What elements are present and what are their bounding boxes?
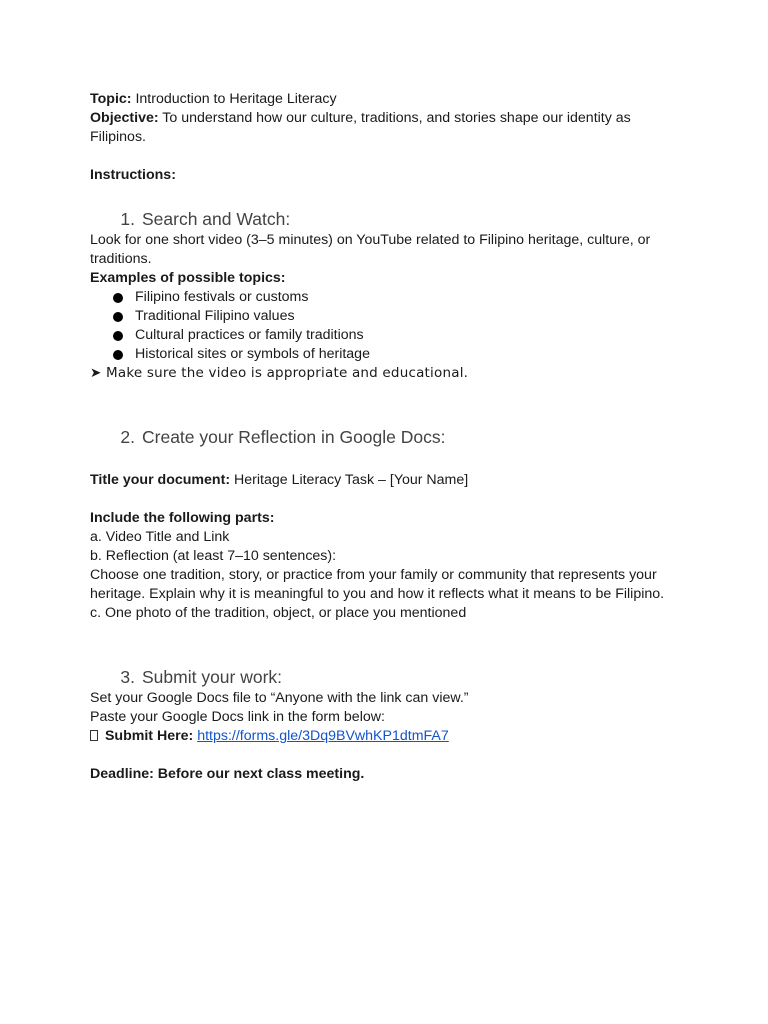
section2-number: 2. (120, 427, 135, 447)
title-document-label: Title your document: (90, 472, 231, 488)
bullet-icon (113, 312, 123, 322)
section3-title: Submit your work: (142, 667, 283, 687)
title-document-line (90, 471, 680, 490)
include-label: Include the following parts: (90, 510, 275, 526)
spacer (90, 623, 680, 665)
document-body (90, 90, 680, 784)
part-a: a. Video Title and Link (90, 529, 230, 545)
list-item (90, 288, 680, 307)
section3-number: 3. (120, 667, 135, 687)
appropriate-note: ➤ Make sure the video is appropriate and educational. (90, 365, 469, 381)
examples-label: Examples of possible topics: (90, 270, 286, 286)
list-item (90, 326, 680, 345)
objective-label: Objective: (90, 110, 159, 126)
topic-value: Introduction to Heritage Literacy (135, 91, 337, 107)
instructions-label: Instructions: (90, 167, 176, 183)
topic-line (90, 90, 680, 109)
submit-form-link[interactable]: https://forms.gle/3Dq9BVwhKP1dtmFA7 (197, 728, 449, 744)
section1-title: Search and Watch: (142, 209, 291, 229)
topic-label: Topic: (90, 91, 132, 107)
title-document-value: Heritage Literacy Task – [Your Name] (234, 472, 469, 488)
spacer (90, 185, 680, 207)
submit-label: Submit Here: (104, 728, 194, 744)
section1-body: Look for one short video (3–5 minutes) on YouTube related to Filipino heritage, culture, or traditions. (90, 232, 651, 267)
examples-list (90, 288, 680, 364)
part-b-description: Choose one tradition, story, or practice from your family or community that represents your heritage. Explain why it is meaningful to you and how it reflects what it means to be Filipino. (90, 567, 665, 602)
list-item-text: Historical sites or symbols of heritage (135, 346, 370, 362)
objective-line (90, 109, 680, 147)
spacer (90, 383, 680, 425)
part-c: c. One photo of the tradition, object, or place you mentioned (90, 605, 467, 621)
objective-value: To understand how our culture, traditions, and stories shape our identity as Filipinos. (90, 110, 631, 145)
list-item-text: Traditional Filipino values (135, 308, 295, 324)
bullet-icon (113, 350, 123, 360)
section1-number: 1. (120, 209, 135, 229)
section2-title: Create your Reflection in Google Docs: (142, 427, 446, 447)
bullet-icon (113, 293, 123, 303)
section2-heading (90, 425, 680, 449)
list-item (90, 307, 680, 326)
bullet-icon (113, 331, 123, 341)
share-setting-line: Set your Google Docs file to “Anyone with the link can view.” (90, 690, 469, 706)
section3-heading (90, 665, 680, 689)
list-item-text: Cultural practices or family traditions (135, 327, 364, 343)
list-item-text: Filipino festivals or customs (135, 289, 309, 305)
paste-link-line: Paste your Google Docs link in the form below: (90, 709, 385, 725)
spacer (90, 746, 680, 765)
part-b: b. Reflection (at least 7–10 sentences): (90, 548, 337, 564)
deadline-line: Deadline: Before our next class meeting. (90, 766, 365, 782)
spacer (90, 147, 680, 166)
spacer (90, 449, 680, 471)
missing-glyph-icon (90, 730, 98, 741)
submit-line (90, 727, 680, 746)
section1-heading (90, 207, 680, 231)
spacer (90, 490, 680, 509)
list-item (90, 345, 680, 364)
